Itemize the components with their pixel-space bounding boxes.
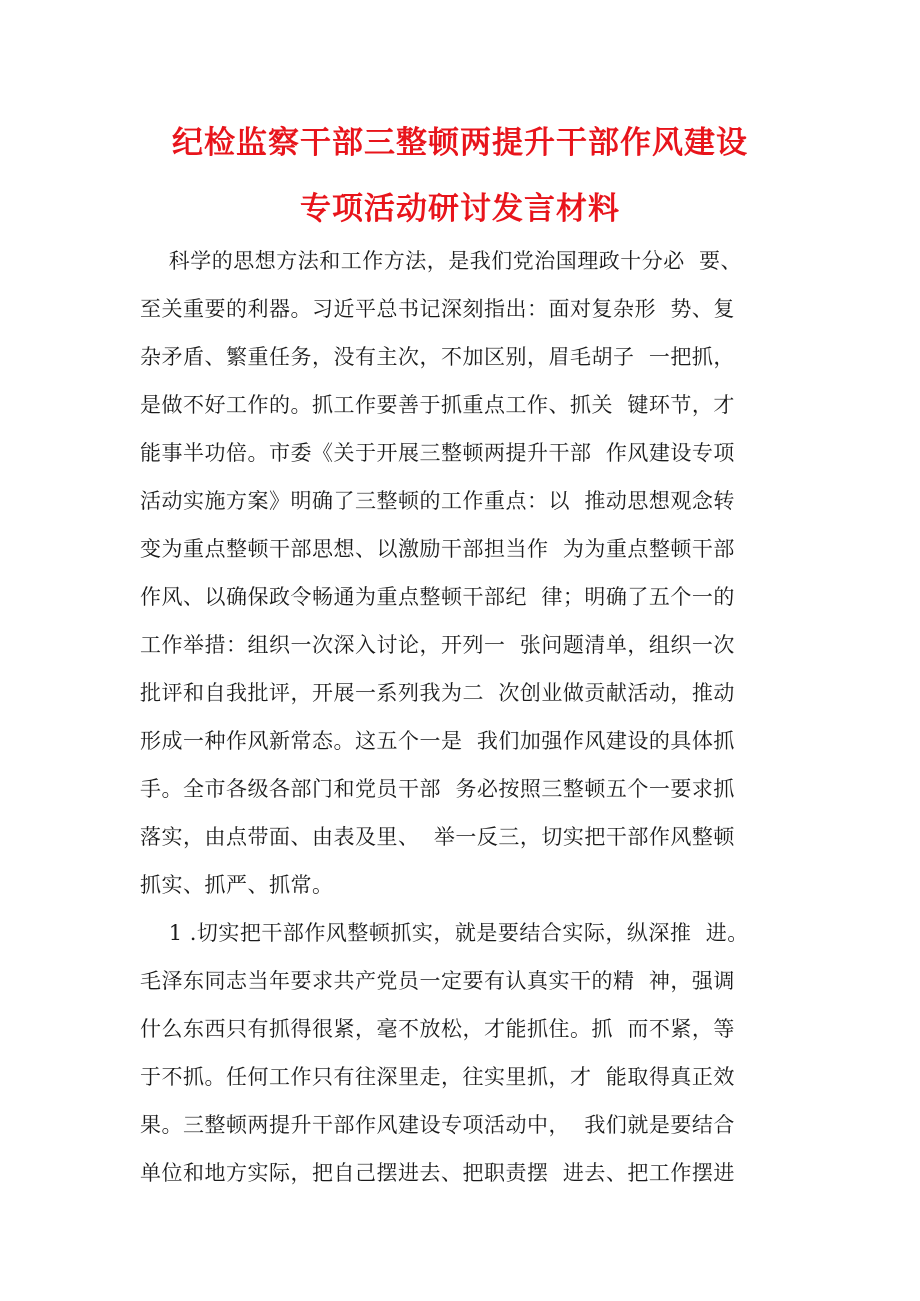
body-line: 工作举措：组织一次深入讨论，开列一 张问题清单，组织一次 [140, 633, 735, 657]
body-line: 至关重要的利器。习近平总书记深刻指出：面对复杂形 势、复 [140, 297, 735, 321]
body-line: 毛泽东同志当年要求共产党员一定要有认真实干的精 神，强调 [140, 969, 735, 993]
body-line: 果。三整顿两提升干部作风建设专项活动中， 我们就是要结合 [140, 1113, 735, 1137]
body-line: 活动实施方案》明确了三整顿的工作重点：以 推动思想观念转 [140, 489, 735, 513]
body-line: 批评和自我批评，开展一系列我为二 次创业做贡献活动，推动 [140, 681, 735, 705]
body-line: 杂矛盾、繁重任务，没有主次，不加区别，眉毛胡子 一把抓， [140, 345, 735, 369]
body-line: 于不抓。任何工作只有往深里走，往实里抓，才 能取得真正效 [140, 1065, 735, 1089]
body-line: 单位和地方实际，把自己摆进去、把职责摆 进去、把工作摆进 [140, 1161, 735, 1185]
body-line: 抓实、抓严、抓常。 [140, 873, 334, 897]
body-line: 变为重点整顿干部思想、以激励干部担当作 为为重点整顿干部 [140, 537, 735, 561]
document-title-line-1: 纪检监察干部三整顿两提升干部作风建设 [172, 125, 748, 161]
body-line: 是做不好工作的。抓工作要善于抓重点工作、抓关 键环节，才 [140, 393, 735, 417]
document-title-line-2: 专项活动研讨发言材料 [300, 191, 620, 227]
body-line: 科学的思想方法和工作方法，是我们党治国理政十分必 要、 [140, 249, 743, 273]
body-line: 落实，由点带面、由表及里、 举一反三，切实把干部作风整顿 [140, 825, 735, 849]
body-line: 作风、以确保政令畅通为重点整顿干部纪 律；明确了五个一的 [140, 585, 735, 609]
body-line: 1 .切实把干部作风整顿抓实，就是要结合实际，纵深推 进。 [140, 921, 749, 945]
body-line: 手。全市各级各部门和党员干部 务必按照三整顿五个一要求抓 [140, 777, 735, 801]
body-line: 形成一种作风新常态。这五个一是 我们加强作风建设的具体抓 [140, 729, 735, 753]
body-line: 能事半功倍。市委《关于开展三整顿两提升干部 作风建设专项 [140, 441, 735, 465]
body-line: 什么东西只有抓得很紧，毫不放松，才能抓住。抓 而不紧，等 [140, 1017, 735, 1041]
